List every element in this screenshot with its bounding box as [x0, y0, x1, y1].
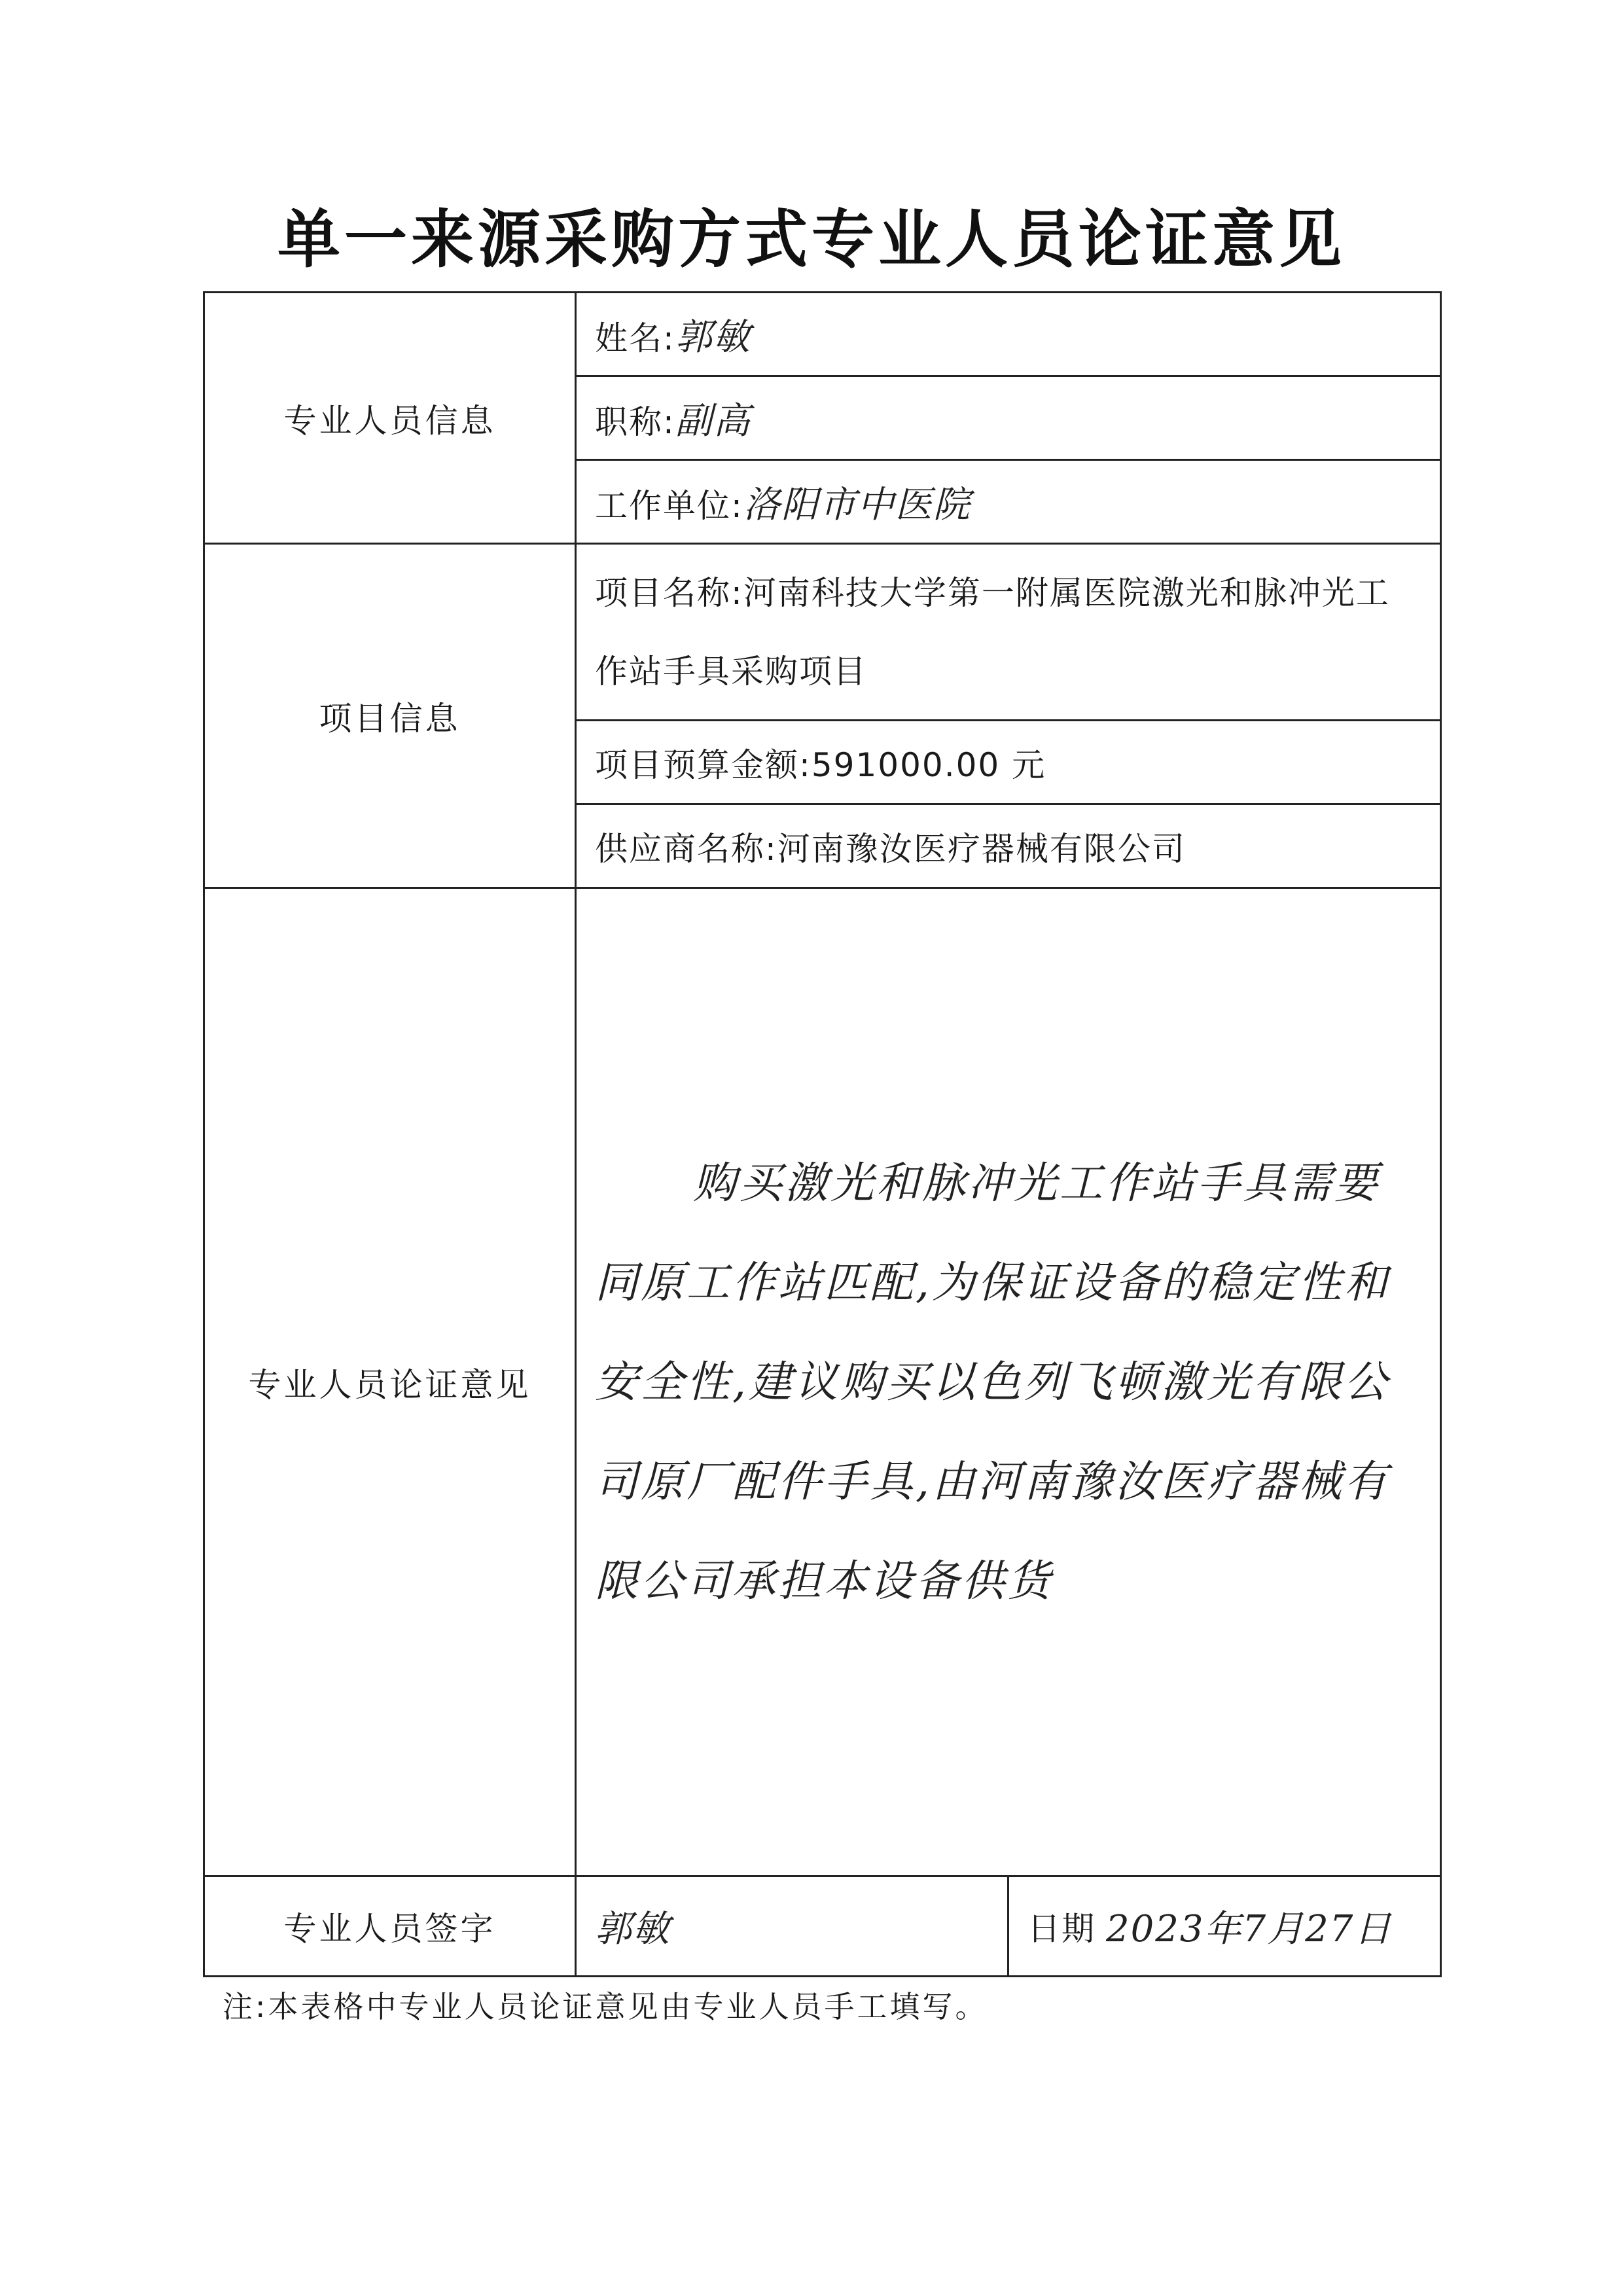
date-value: 2023年7月27日 [1106, 1908, 1393, 1950]
signature-value: 郭敏 [595, 1908, 671, 1950]
project-name-label: 项目名称: [595, 573, 743, 612]
signature-cell [576, 1876, 1008, 1977]
expert-name-cell [576, 293, 1441, 376]
opinion-label: 专业人员论证意见 [204, 888, 576, 1876]
project-name-value: 河南科技大学第一附属医院激光和脉冲光工作站手具采购项目 [595, 573, 1390, 691]
date-label: 日期 [1027, 1910, 1096, 1948]
project-supplier-label: 供应商名称: [595, 829, 777, 868]
project-budget-cell [576, 721, 1441, 804]
page-title: 单一来源采购方式专业人员论证意见 [277, 203, 1346, 276]
opinion-row [204, 888, 1441, 1876]
expert-info-label: 专业人员信息 [204, 293, 576, 544]
expert-unit-cell [576, 460, 1441, 544]
expert-opinion-form [203, 291, 1442, 1977]
project-supplier-cell [576, 804, 1441, 888]
date-cell [1008, 1876, 1441, 1977]
expert-name-row [204, 293, 1441, 376]
form-note: 注:本表格中专业人员论证意见由专业人员手工填写。 [223, 1989, 988, 2024]
expert-name-value: 郭敏 [675, 315, 751, 359]
signature-row [204, 1876, 1441, 1977]
project-budget-value: 591000.00 元 [811, 745, 1046, 784]
project-supplier-value: 河南豫汝医疗器械有限公司 [777, 829, 1186, 868]
signature-label: 专业人员签字 [204, 1876, 576, 1977]
project-budget-label: 项目预算金额: [595, 745, 812, 784]
project-name-row [204, 544, 1441, 721]
expert-name-label: 姓名: [595, 319, 675, 357]
expert-unit-value: 洛阳市中医院 [743, 483, 971, 526]
project-info-label: 项目信息 [204, 544, 576, 888]
expert-title-value: 副高 [675, 399, 751, 442]
opinion-handwritten-text: 购买激光和脉冲光工作站手具需要同原工作站匹配,为保证设备的稳定性和安全性,建议购买以色列飞顿激光有限公司原厂配件手具,由河南豫汝医疗器械有限公司承担本设备供货 [595, 1157, 1390, 1606]
opinion-cell [576, 888, 1441, 1876]
expert-title-label: 职称: [595, 403, 675, 441]
expert-unit-label: 工作单位: [595, 486, 743, 525]
expert-title-cell [576, 376, 1441, 460]
project-name-cell [576, 544, 1441, 721]
